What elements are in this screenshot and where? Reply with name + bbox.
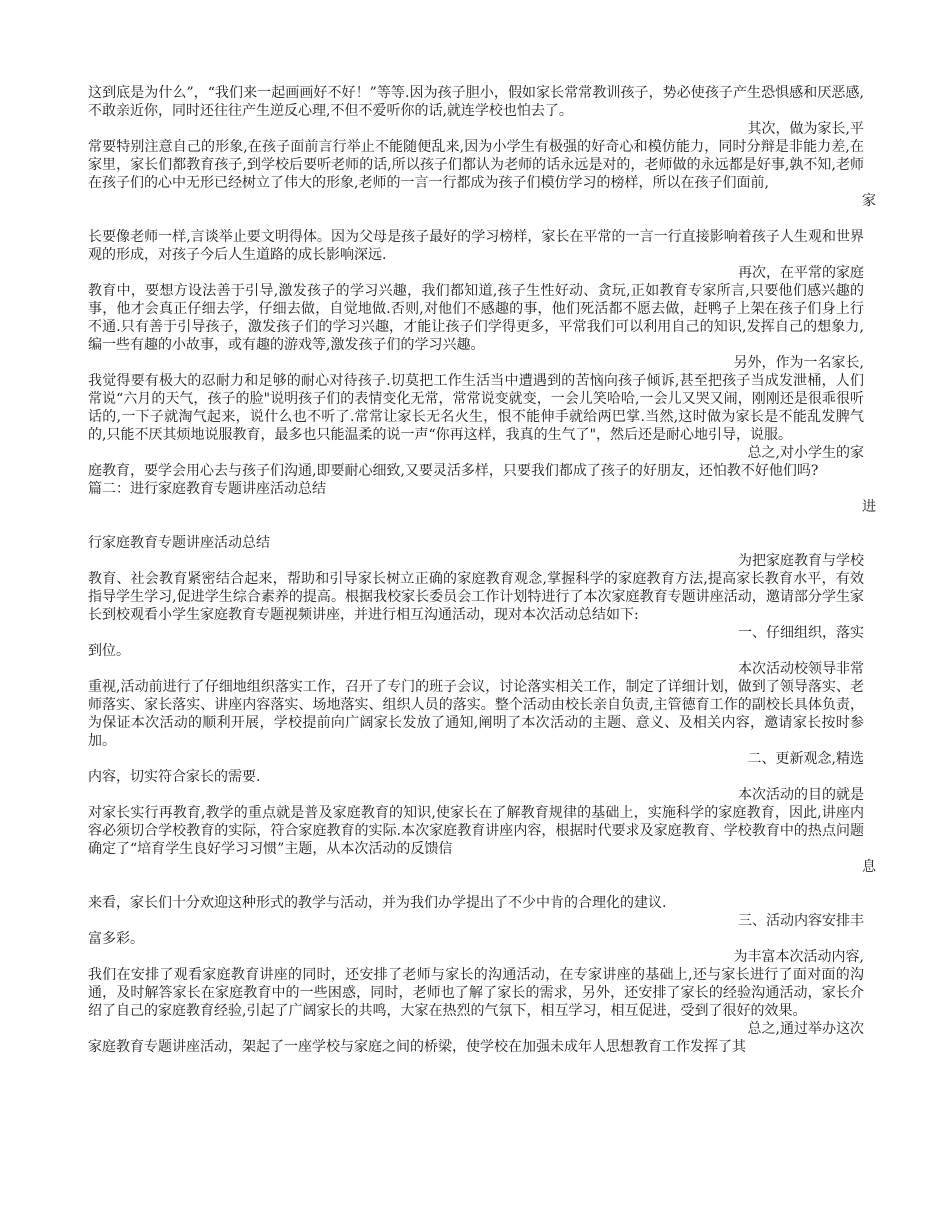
paragraph: 家庭教育专题讲座活动，架起了一座学校与家庭之间的桥梁，使学校在加强未成年人思想教育工作发挥了其 (88, 1039, 746, 1055)
blank-line (88, 516, 864, 534)
paragraph: 进 (862, 499, 876, 515)
paragraph: 我们在安排了观看家庭教育讲座的同时，还安排了老师与家长的沟通活动，在专家讲座的基础上,还与家长进行了面对面的沟通，及时解答家长在家庭教育中的一些困惑，同时，老师也了解了家长的需求，另外，还安排了家长的经验沟通活动，家长介绍了自己的家庭教育经验,引起了广阔家长的共鸣，大家在热烈的气氛下，相互学习，相互促进，受到了很好的效果。 (88, 967, 864, 1019)
paragraph: 我觉得要有极大的忍耐力和足够的耐心对待孩子.切莫把工作生活当中遭遇到的苦恼向孩子倾诉,甚至把孩子当成发泄桶，人们常说“六月的天气，孩子的脸"说明孩子们的表情变化无常，常常说变就变，一会儿笑哈哈,一会儿又哭又闹，刚刚还是很乖很听话的,一下子就淘气起来，说什么也不听了.常常让家长无名火生，恨不能伸手就给两巴掌.当然,这时做为家长是不能乱发脾气的,只能不厌其烦地说服教育，最多也只能温柔的说一声“你再这样，我真的生气了"，然后还是耐心地引导，说服。 (88, 373, 864, 443)
paragraph: 为把家庭教育与学校 (738, 553, 864, 569)
paragraph: 到位。 (88, 643, 130, 659)
paragraph: 一、仔细组织，落实 (738, 625, 864, 641)
paragraph: 行家庭教育专题讲座活动总结 (88, 535, 270, 551)
paragraph: 篇二：进行家庭教育专题讲座活动总结 (88, 481, 326, 497)
paragraph: 三、活动内容安排丰 (738, 913, 864, 929)
paragraph: 其次，做为家长,平 (747, 121, 864, 137)
paragraph: 教育中，要想方设法善于引导,激发孩子的学习兴趣，我们都知道,孩子生性好动、贪玩,正如教育专家所言,只要他们感兴趣的事，他才会真正仔细去学，仔细去做，自觉地做.否则,对他们不感趣的事，他们死活都不愿去做，赶鸭子上架在孩子们身上行不通.只有善于引导孩子，激发孩子们的学习兴趣，才能让孩子们学得更多，平常我们可以利用自己的知识,发挥自己的想象力,编一些有趣的小故事，或有趣的游戏等,激发孩子们的学习兴趣。 (88, 283, 864, 353)
paragraph: 总之,通过举办这次 (747, 1021, 864, 1037)
paragraph: 另外，作为一名家长, (733, 355, 864, 371)
paragraph: 家 (862, 193, 876, 209)
paragraph: 教育、社会教育紧密结合起来，帮助和引导家长树立正确的家庭教育观念,掌握科学的家庭教育方法,提高家长教育水平，有效指导学生学习,促进学生综合素养的提高。根据我校家长委员会工作计划特进行了本次家庭教育专题讲座活动，邀请部分学生家长到校观看小学生家庭教育专题视频讲座，并进行相互沟通活动，现对本次活动总结如下: (88, 571, 864, 623)
paragraph: 本次活动校领导非常 (738, 661, 864, 677)
paragraph: 富多彩。 (88, 931, 144, 947)
paragraph: 总之,对小学生的家 (747, 445, 864, 461)
blank-line (88, 876, 864, 894)
document-body (88, 84, 876, 1056)
paragraph: 内容，切实符合家长的需要. (88, 769, 261, 785)
paragraph: 长要像老师一样,言谈举止要文明得体。因为父母是孩子最好的学习榜样，家长在平常的一言一行直接影响着孩子人生观和世界观的形成，对孩子今后人生道路的成长影响深远. (88, 229, 864, 263)
paragraph: 庭教育，要学会用心去与孩子们沟通,即要耐心细致,又要灵活多样，只要我们都成了孩子的好朋友，还怕教不好他们吗? (88, 463, 819, 479)
paragraph: 常要特别注意自己的形象,在孩子面前言行举止不能随便乱来,因为小学生有极强的好奇心和模仿能力，同时分辩是非能力差,在家里，家长们都教育孩子,到学校后要听老师的话,所以孩子们都认为老师的话永远是对的，老师做的永远都是好事,孰不知,老师在孩子们的心中无形已经树立了伟大的形象,老师的一言一行都成为孩子们模仿学习的榜样，所以在孩子们面前, (88, 139, 864, 191)
paragraph: 息 (862, 859, 876, 875)
paragraph: 再次，在平常的家庭 (738, 265, 864, 281)
paragraph: 重视,活动前进行了仔细地组织落实工作，召开了专门的班子会议，讨论落实相关工作，制定了详细计划，做到了领导落实、老师落实、家长落实、讲座内容落实、场地落实、组织人员的落实。整个活动由校长亲自负责,主管德育工作的副校长具体负责，为保证本次活动的顺利开展，学校提前向广阔家长发放了通知,阐明了本次活动的主题、意义、及相关内容，邀请家长按时参加。 (88, 679, 864, 749)
paragraph: 二、更新观念,精选 (747, 751, 864, 767)
paragraph: 来看，家长们十分欢迎这种形式的教学与活动，并为我们办学提出了不少中肯的合理化的建议. (88, 895, 667, 911)
paragraph: 为丰富本次活动内容, (733, 949, 864, 965)
blank-line (88, 210, 864, 228)
paragraph: 这到底是为什么”，“我们来一起画画好不好！”等等.因为孩子胆小，假如家长常常教训孩子，势必使孩子产生恐惧感和厌恶感,不敢亲近你，同时还往往产生逆反心理,不但不爱听你的话,就连学校也怕去了。 (88, 85, 864, 119)
paragraph: 对家长实行再教育,教学的重点就是普及家庭教育的知识,使家长在了解教育规律的基础上，实施科学的家庭教育，因此,讲座内容必须切合学校教育的实际，符合家庭教育的实际.本次家庭教育讲座内容，根据时代要求及家庭教育、学校教育中的热点问题确定了“培育学生良好学习习惯”主题，从本次活动的反馈信 (88, 805, 864, 857)
paragraph: 本次活动的目的就是 (738, 787, 864, 803)
